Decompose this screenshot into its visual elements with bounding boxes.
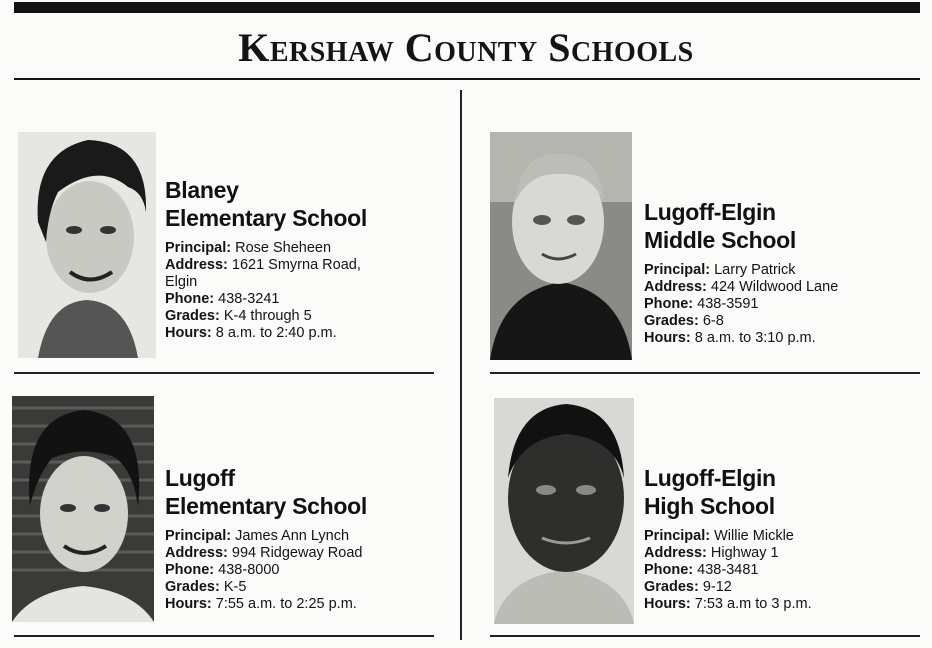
grades-value: K-4 through 5 <box>223 308 312 324</box>
phone-label: Phone: <box>644 296 694 312</box>
grades-row <box>165 308 367 325</box>
phone-value: 438-3241 <box>218 291 280 307</box>
principal-row <box>165 528 367 545</box>
principal-photo-le-middle <box>490 132 632 360</box>
school-name-line2: High School <box>644 493 775 519</box>
principal-photo-le-high <box>494 398 634 624</box>
address-row-2 <box>165 274 367 291</box>
principal-label: Principal: <box>165 528 232 544</box>
address-label: Address: <box>165 257 228 273</box>
row-divider-left-2 <box>14 635 434 637</box>
phone-row <box>644 562 812 579</box>
school-name-line1: Lugoff-Elgin <box>644 465 776 491</box>
principal-photo-lugoff-elem <box>12 396 154 622</box>
address-value: 994 Ridgeway Road <box>231 545 363 561</box>
address-row <box>644 545 812 562</box>
address-label: Address: <box>165 545 228 561</box>
school-name <box>165 464 367 520</box>
row-divider-left-1 <box>14 372 434 374</box>
school-name-line1: Lugoff-Elgin <box>644 199 776 225</box>
principal-label: Principal: <box>165 240 232 256</box>
grades-row <box>165 579 367 596</box>
principal-label: Principal: <box>644 528 711 544</box>
grades-row <box>644 313 838 330</box>
phone-value: 438-3591 <box>697 296 759 312</box>
school-details <box>644 528 812 613</box>
grades-row <box>644 579 812 596</box>
hours-label: Hours: <box>644 330 691 346</box>
hours-label: Hours: <box>644 596 691 612</box>
school-name-line2: Elementary School <box>165 493 367 519</box>
address-row <box>165 545 367 562</box>
hours-row <box>644 596 812 613</box>
hours-label: Hours: <box>165 325 212 341</box>
school-name-line1: Blaney <box>165 177 239 203</box>
grades-value: K-5 <box>223 579 247 595</box>
row-divider-right-2 <box>490 635 920 637</box>
top-rule-bar <box>14 2 920 13</box>
hours-value: 7:55 a.m. to 2:25 p.m. <box>215 596 357 612</box>
grades-label: Grades: <box>165 308 220 324</box>
hours-row <box>165 325 367 342</box>
row-divider-right-1 <box>490 372 920 374</box>
hours-value: 8 a.m. to 2:40 p.m. <box>215 325 337 341</box>
phone-label: Phone: <box>165 291 215 307</box>
principal-value: James Ann Lynch <box>235 528 350 544</box>
address-value: 1621 Smyrna Road, <box>231 257 361 273</box>
hours-label: Hours: <box>165 596 212 612</box>
hours-value: 8 a.m. to 3:10 p.m. <box>694 330 816 346</box>
address-row <box>165 257 367 274</box>
phone-value: 438-3481 <box>697 562 759 578</box>
phone-row <box>165 562 367 579</box>
title-underline <box>14 78 920 80</box>
school-entry-blaney <box>165 176 367 342</box>
grades-label: Grades: <box>644 579 699 595</box>
address-value-2: Elgin <box>165 274 198 290</box>
address-label: Address: <box>644 279 707 295</box>
phone-row <box>165 291 367 308</box>
address-value: Highway 1 <box>710 545 779 561</box>
principal-label: Principal: <box>644 262 711 278</box>
address-row <box>644 279 838 296</box>
hours-row <box>644 330 838 347</box>
principal-value: Larry Patrick <box>714 262 796 278</box>
principal-value: Willie Mickle <box>714 528 794 544</box>
hours-value: 7:53 a.m to 3 p.m. <box>694 596 812 612</box>
principal-photo-blaney <box>18 132 156 358</box>
grades-value: 9-12 <box>702 579 732 595</box>
school-name-line2: Middle School <box>644 227 796 253</box>
school-name-line2: Elementary School <box>165 205 367 231</box>
school-name-line1: Lugoff <box>165 465 235 491</box>
school-entry-lugoff-elem <box>165 464 367 613</box>
principal-row <box>644 528 812 545</box>
grades-value: 6-8 <box>702 313 724 329</box>
principal-row <box>644 262 838 279</box>
school-details <box>165 240 367 342</box>
school-name <box>644 198 838 254</box>
address-label: Address: <box>644 545 707 561</box>
page-title: Kershaw County Schools <box>238 25 694 70</box>
hours-row <box>165 596 367 613</box>
school-details <box>165 528 367 613</box>
principal-value: Rose Sheheen <box>235 240 332 256</box>
phone-row <box>644 296 838 313</box>
principal-row <box>165 240 367 257</box>
phone-label: Phone: <box>644 562 694 578</box>
school-name <box>644 464 812 520</box>
school-name <box>165 176 367 232</box>
phone-label: Phone: <box>165 562 215 578</box>
school-entry-le-high <box>644 464 812 613</box>
school-entry-le-middle <box>644 198 838 347</box>
grades-label: Grades: <box>644 313 699 329</box>
grades-label: Grades: <box>165 579 220 595</box>
address-value: 424 Wildwood Lane <box>710 279 839 295</box>
column-divider <box>460 90 462 640</box>
school-details <box>644 262 838 347</box>
phone-value: 438-8000 <box>218 562 280 578</box>
